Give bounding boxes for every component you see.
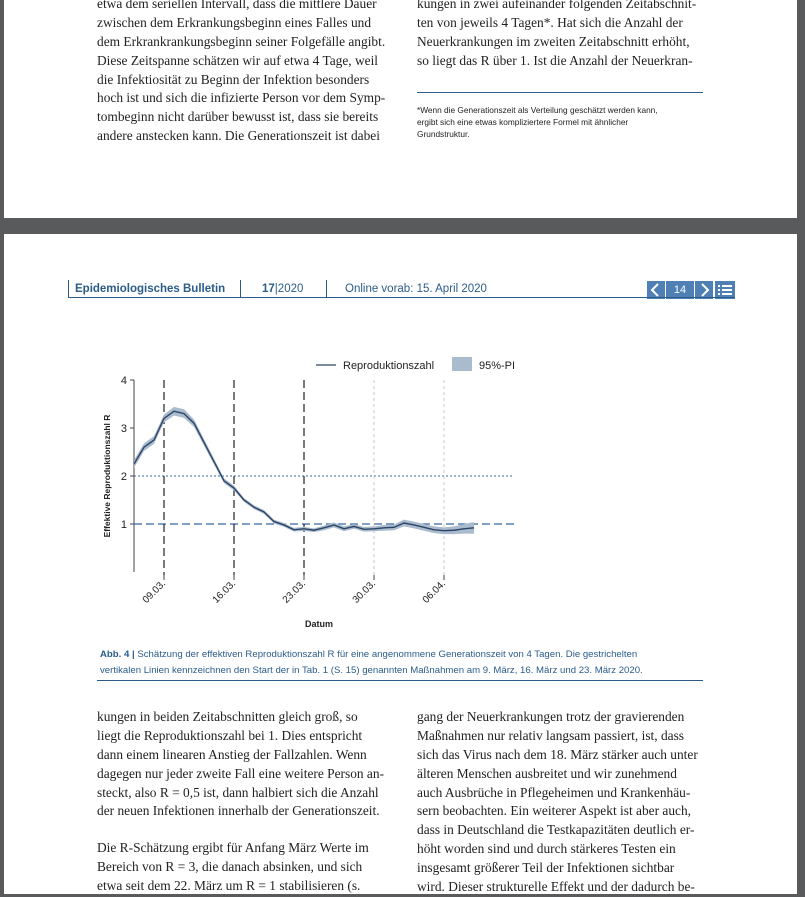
caption-rule — [97, 680, 703, 681]
text-line: steckt, also R = 0,5 ist, dann halbiert sich die Anzahl — [97, 784, 379, 800]
header-separator — [326, 280, 327, 297]
text-line: insgesamt größerer Teil der Infektionen sichtbar — [417, 860, 675, 876]
text-line: andere anstecken kann. Die Generationszeit ist dabei — [97, 128, 380, 144]
footnote-line: Grundstruktur. — [417, 129, 470, 140]
text-line: kungen in zwei aufeinander folgenden Zeitabschnit- — [417, 0, 697, 11]
caption-line-1: Abb. 4 | Schätzung der effektiven Reproduktionszahl R für eine angenommene Generationszeit von 4 Tagen. Die gestrichelten — [100, 649, 638, 660]
footnote-line: ergibt sich eine etwas kompliziertere Formel mit ähnlicher — [417, 117, 629, 128]
online-date: Online vorab: 15. April 2020 — [345, 283, 487, 295]
reproduction-number-chart — [94, 352, 524, 652]
footnote-rule — [417, 92, 703, 93]
x-tick-label: 06.04. — [420, 578, 449, 606]
figure-caption — [100, 647, 712, 679]
text-line: Bereich von R = 3, die danach absinken, und sich — [97, 859, 363, 875]
text-line: Diese Zeitspanne schätzen wir auf etwa 4 Tage, weil — [97, 52, 379, 68]
header-separator — [68, 280, 69, 297]
text-line: wird. Dieser strukturelle Effekt und der dadurch be- — [417, 879, 695, 895]
y-tick-label: 2 — [120, 471, 127, 483]
current-page — [4, 234, 797, 894]
text-line: hoch ist und sich die infizierte Person vor dem Symp- — [97, 90, 386, 106]
text-line: Die R-Schätzung ergibt für Anfang März Werte im — [97, 840, 369, 856]
text-line: dass in Deutschland die Testkapazitäten deutlich er- — [417, 822, 695, 838]
text-line: etwa seit dem 22. März um R = 1 stabilisieren (s. — [97, 878, 361, 894]
legend-band-swatch — [452, 357, 472, 371]
text-line: sich das Virus nach dem 18. März stärker auch unter — [417, 746, 698, 762]
y-tick-label: 1 — [120, 519, 127, 531]
text-line: so liegt das R über 1. Ist die Anzahl der Neuerkran- — [417, 52, 693, 68]
previous-page — [4, 0, 797, 218]
x-tick-label: 09.03. — [140, 578, 169, 606]
text-line: die Infektiosität zu Beginn der Infektion besonders — [97, 71, 370, 87]
text-line: dagegen nur jeder zweite Fall eine weitere Person an- — [97, 765, 385, 781]
text-line: auch Ausbrüche in Pflegeheimen und Krankenhäu- — [417, 784, 691, 800]
text-line: zwischen dem Erkrankungsbeginn eines Falles und — [97, 14, 372, 30]
top-right-column — [417, 0, 717, 71]
text-line: Maßnahmen nur relativ langsam passiert, ist, dass — [417, 727, 685, 743]
top-left-column — [97, 0, 397, 146]
main-left-column — [97, 708, 397, 896]
x-axis-label: Datum — [304, 619, 334, 629]
text-line: der neuen Infektionen innerhalb der Generationszeit. — [97, 803, 380, 819]
text-line: tombeginn nicht darüber bewusst ist, dass sie bereits — [97, 109, 379, 125]
issue-number: 17|2020 — [262, 283, 304, 295]
x-tick-label: 16.03. — [210, 578, 239, 606]
legend-label-pi: 95%-PI — [479, 360, 516, 372]
legend-label-reproduktionszahl: Reproduktionszahl — [343, 360, 435, 372]
y-axis-label: Effektive Reproduktionszahl R — [102, 414, 112, 538]
caption-line-2: vertikalen Linien kennzeichnen den Start der in Tab. 1 (S. 15) genannten Maßnahmen am 9. März, 16. März und 23. März 2020. — [100, 665, 643, 676]
y-tick-label: 3 — [120, 423, 127, 435]
page-number-box: 14 — [666, 281, 694, 299]
x-tick-label: 23.03. — [280, 578, 309, 606]
text-line: höht worden sind und durch stärkeres Testen ein — [417, 841, 676, 857]
journal-title: Epidemiologisches Bulletin — [75, 283, 226, 295]
text-line: dem Erkrankrankungsbeginn seiner Folgefälle angibt. — [97, 33, 386, 49]
text-line: Neuerkrankungen im zweiten Zeitabschnitt erhöht, — [417, 33, 690, 49]
text-line: ten von jeweils 4 Tagen*. Hat sich die Anzahl der — [417, 14, 683, 30]
text-line: etwa dem seriellen Intervall, dass die mittlere Dauer — [97, 0, 377, 11]
text-line: älteren Menschen ausbreitet und wir zunehmend — [417, 765, 677, 781]
main-right-column — [417, 708, 717, 897]
text-line: liegt die Reproduktionszahl bei 1. Dies entspricht — [97, 727, 363, 743]
header-rule — [68, 297, 735, 298]
footnote — [417, 104, 717, 141]
text-line: gang der Neuerkrankungen trotz der gravierenden — [417, 709, 685, 724]
footnote-line: *Wenn die Generationszeit als Verteilung geschätzt werden kann, — [417, 105, 658, 115]
text-line: kungen in beiden Zeitabschnitten gleich groß, so — [97, 709, 358, 724]
x-tick-label: 30.03. — [350, 578, 379, 606]
y-tick-label: 4 — [120, 375, 127, 387]
text-line: dann einem linearen Anstieg der Fallzahlen. Wenn — [97, 746, 367, 762]
text-line: sern beobachten. Ein weiterer Aspekt ist aber auch, — [417, 803, 692, 819]
header-separator — [240, 280, 241, 297]
